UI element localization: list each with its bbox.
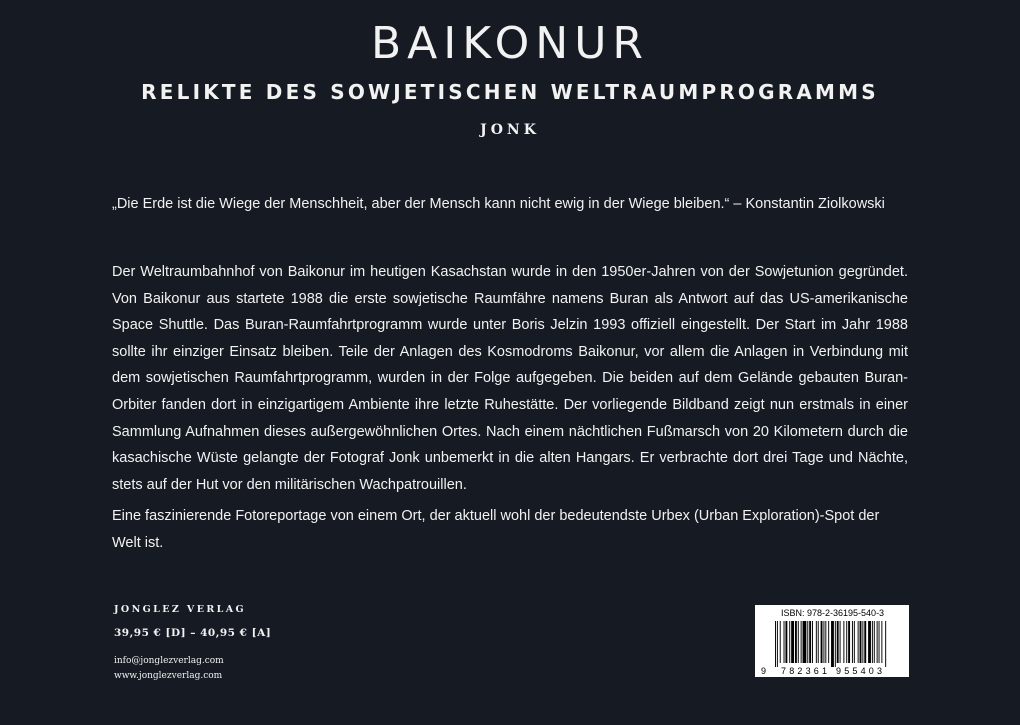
- book-title: BAIKONUR: [370, 18, 650, 69]
- epigraph-quote: „Die Erde ist die Wiege der Menschheit, aber der Mensch kann nicht ewig in der Wiege bleiben.“ – Konstantin Ziolkowski: [112, 196, 885, 212]
- barcode-bar: [798, 621, 799, 663]
- price-label: 39,95 € [D] – 40,95 € [A]: [114, 627, 272, 639]
- barcode-bar: [835, 621, 836, 667]
- isbn-barcode: [755, 605, 909, 677]
- barcode-bar: [881, 621, 882, 663]
- website-url: www.jonglezverlag.com: [114, 671, 223, 681]
- barcode-bar: [854, 621, 855, 663]
- email-address: info@jonglezverlag.com: [114, 656, 224, 666]
- barcode-bar: [821, 621, 823, 663]
- barcode-bar: [868, 621, 871, 663]
- publisher-name: JONGLEZ VERLAG: [114, 604, 247, 615]
- isbn-label: ISBN: 978-2-36195-540-3: [781, 608, 885, 618]
- barcode-bar: [840, 621, 841, 663]
- ean-digits-right: 955403: [836, 666, 882, 676]
- barcode-bar: [877, 621, 878, 663]
- barcode-bar: [837, 621, 839, 663]
- author-name: JONK: [480, 122, 540, 138]
- blurb-text: [112, 259, 908, 557]
- barcode-bar: [874, 621, 875, 663]
- barcode-bar: [831, 621, 834, 667]
- barcode-bar: [803, 621, 807, 663]
- blurb-paragraph-2: Eine faszinierende Fotoreportage von einem Ort, der aktuell wohl der bedeutendste Urbex (Urban Exploration)-Spot der Welt ist.: [112, 508, 880, 551]
- barcode-bar: [791, 621, 794, 663]
- barcode-bar: [789, 621, 790, 663]
- barcode-bar: [825, 621, 826, 663]
- barcode-bar: [801, 621, 802, 663]
- barcode-bar: [879, 621, 880, 663]
- barcode-bar: [784, 621, 785, 663]
- barcode-bar: [785, 621, 787, 663]
- barcode-bar: [816, 621, 817, 663]
- ean-digits-left: 782361: [781, 666, 827, 676]
- barcode-bar: [846, 621, 847, 663]
- barcode-bar: [775, 621, 776, 667]
- barcode-bar: [848, 621, 850, 663]
- barcode-bar: [809, 621, 811, 663]
- barcode-bar: [807, 621, 808, 663]
- barcode-bar: [860, 621, 862, 663]
- barcode-bar: [862, 621, 863, 663]
- barcode-bar: [885, 621, 886, 667]
- barcode-bar: [780, 621, 781, 663]
- barcode-bar: [864, 621, 866, 663]
- barcode-bar: [823, 621, 824, 663]
- barcode-bar: [852, 621, 853, 663]
- barcode-bar: [812, 621, 813, 663]
- barcode-bar: [858, 621, 859, 663]
- blurb-paragraph-1: Der Weltraumbahnhof von Baikonur im heutigen Kasachstan wurde in den 1950er-Jahren von der Sowjetunion gegründet. Von Baikonur aus startete 1988 die erste sowjetische Raumfähre namens Buran als Antwort auf das US-amerikanische Space Shuttle. Das Buran-Raumfahrtprogramm wurde unter Boris Jelzin 1993 offiziell eingestellt. Der Start im Jahr 1988 sollte ihr einziger Einsatz bleiben. Teile der Anlagen des Kosmodroms Baikonur, vor allem die Anlagen in Verbindung mit dem sowjetischen Raumfahrtprogramm, wurden in der Folge aufgegeben. Die beiden auf dem Gelände gebauten Buran-Orbiter fanden dort in einzigartigem Ambiente ihre letzte Ruhestätte. Der vorliegende Bildband zeigt nun erstmals in einer Sammlung Aufnahmen dieses außergewöhnlichen Ortes. Nach einem nächtlichen Fußmarsch von 20 Kilometern durch die kasachische Wüste gelangte der Fotograf Jonk unbemerkt in die alten Hangars. Er verbrachte dort drei Tage und Nächte, stets auf der Hut vor den militärischen Wachpatrouillen.: [112, 264, 908, 493]
- barcode-bar: [872, 621, 873, 663]
- ean-digit-lead: 9: [761, 666, 767, 676]
- barcode-bar: [843, 621, 844, 663]
- barcode-bar: [828, 621, 829, 663]
- barcode-bars: [775, 621, 886, 667]
- barcode-bar: [818, 621, 819, 663]
- book-subtitle: RELIKTE DES SOWJETISCHEN WELTRAUMPROGRAMMS: [141, 80, 879, 104]
- barcode-bar: [777, 621, 778, 667]
- barcode-bar: [795, 621, 797, 663]
